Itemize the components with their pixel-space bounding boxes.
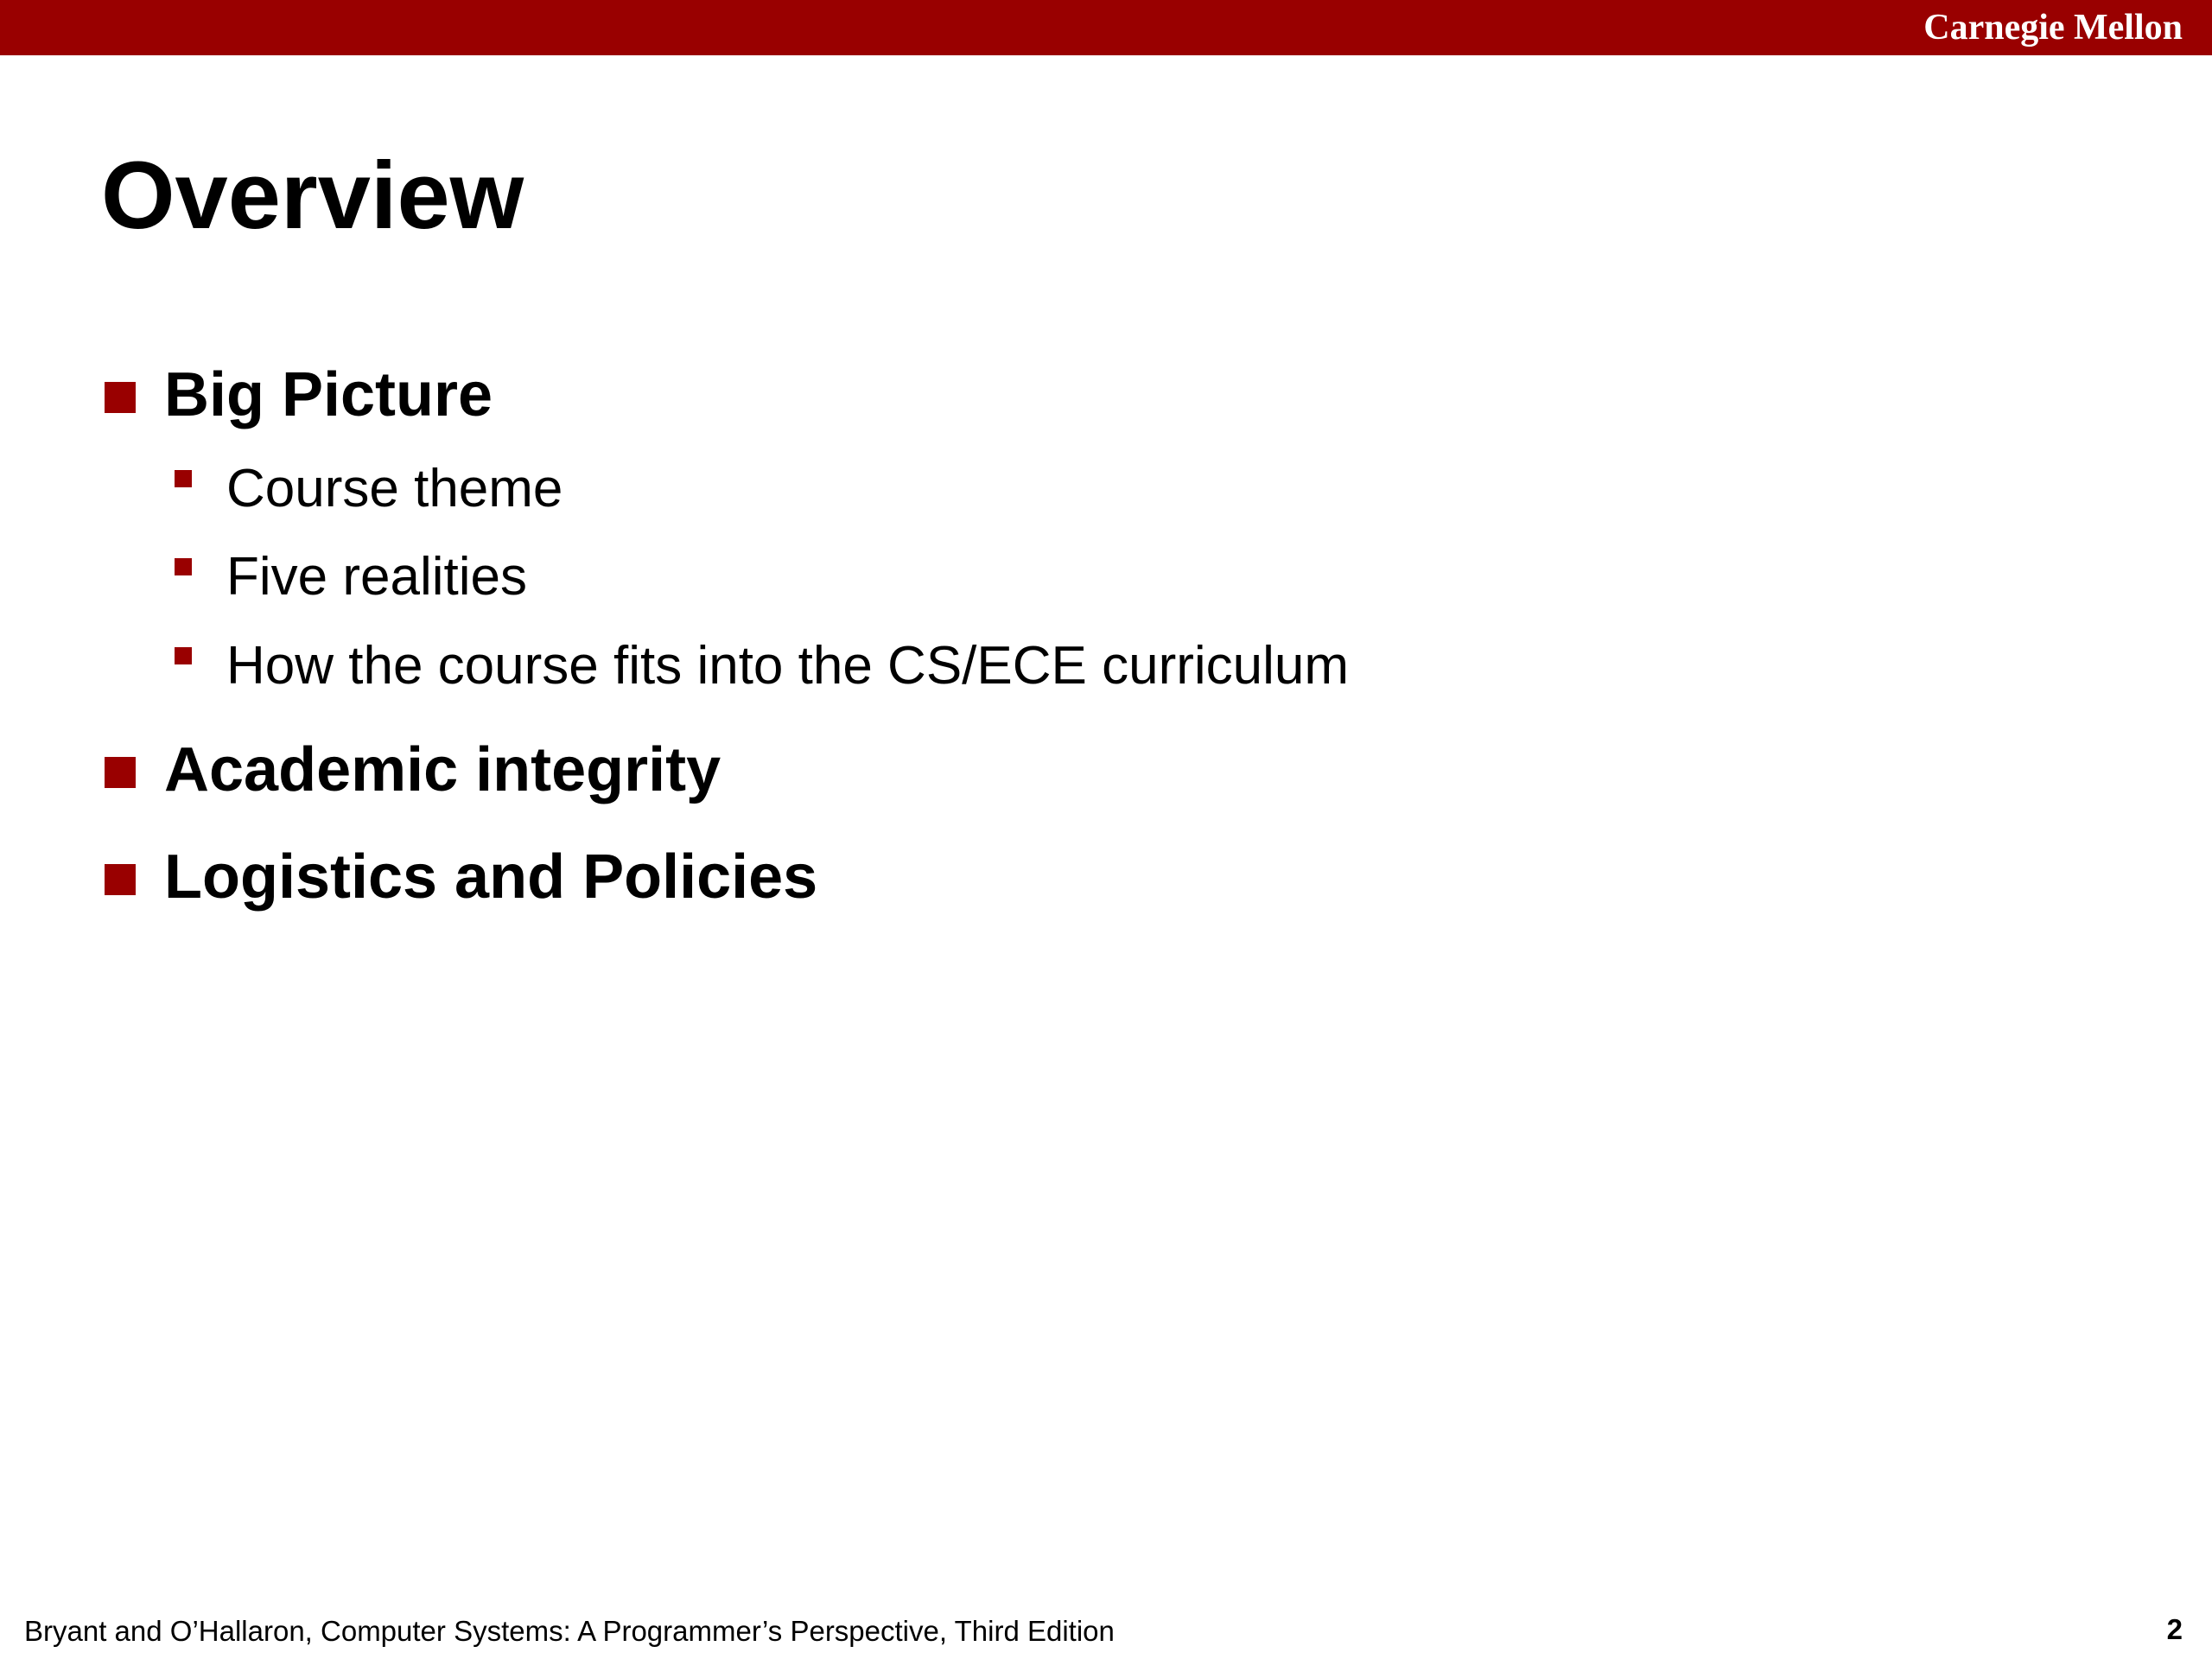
institution-name: Carnegie Mellon bbox=[1923, 8, 2183, 48]
square-bullet-icon bbox=[105, 757, 136, 788]
slide-title: Overview bbox=[101, 143, 524, 249]
bullet-label: Academic integrity bbox=[164, 735, 721, 804]
sub-bullet-label: How the course fits into the CS/ECE curriculum bbox=[226, 636, 1350, 696]
header-bar bbox=[0, 0, 2212, 55]
bullet-label: Big Picture bbox=[164, 360, 493, 429]
square-bullet-icon bbox=[105, 382, 136, 413]
square-bullet-icon bbox=[105, 864, 136, 895]
square-sub-bullet-icon bbox=[175, 558, 192, 575]
bullet-label: Logistics and Policies bbox=[164, 842, 818, 912]
sub-bullet-label: Course theme bbox=[226, 459, 563, 518]
square-sub-bullet-icon bbox=[175, 470, 192, 487]
footer-citation: Bryant and O’Hallaron, Computer Systems: A Programmer’s Perspective, Third Edition bbox=[24, 1615, 1115, 1647]
page-number: 2 bbox=[2166, 1613, 2183, 1645]
sub-bullet-label: Five realities bbox=[226, 547, 527, 607]
square-sub-bullet-icon bbox=[175, 647, 192, 664]
